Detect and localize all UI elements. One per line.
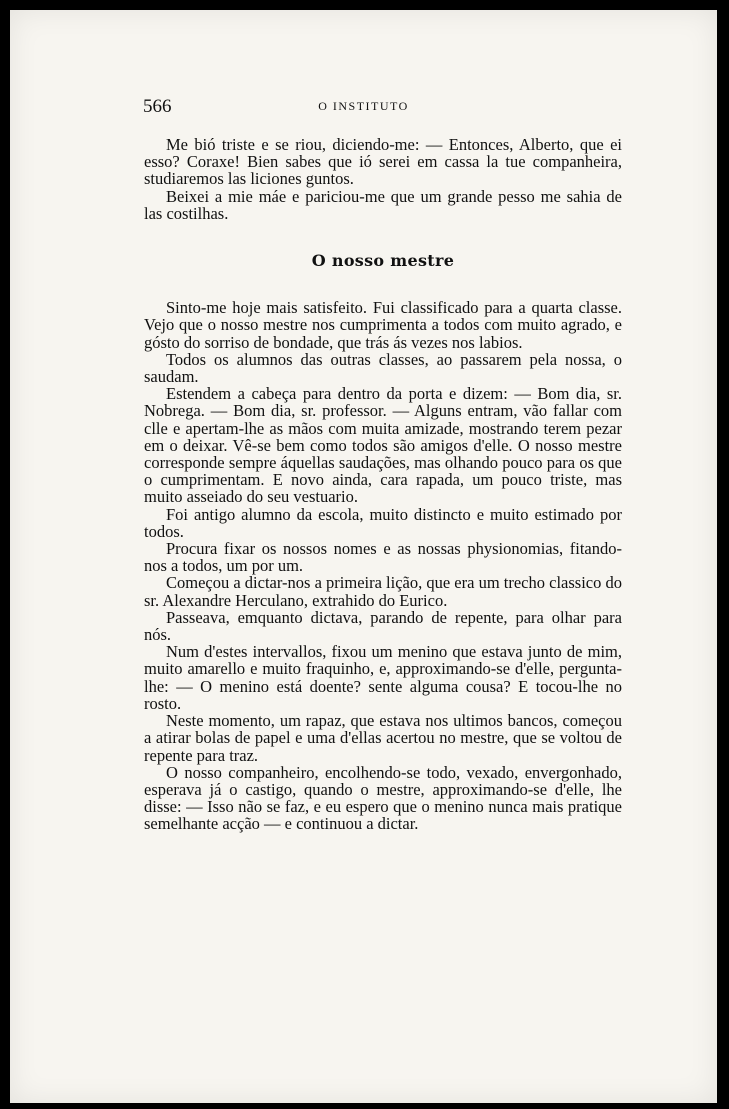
page-header — [10, 96, 717, 118]
paragraph: Começou a dictar-nos a primeira lição, que era um trecho classico do sr. Alexandre Herculano, extrahido do Eurico. — [144, 573, 622, 610]
paragraph: Passeava, emquanto dictava, parando de repente, para olhar para nós. — [144, 607, 622, 645]
paragraph: Todos os alumnos das outras classes, ao passarem pela nossa, o saudam. — [144, 349, 622, 387]
paragraph: Neste momento, um rapaz, que estava nos ultimos bancos, começou a atirar bolas de papel e uma d'ellas acertou no mestre, que se voltou de repente para traz. — [144, 711, 622, 765]
page-number: 566 — [143, 96, 172, 117]
book-page — [10, 10, 717, 1103]
paragraph: Num d'estes intervallos, fixou um menino que estava junto de mim, muito amarello e muito fraquinho, e, approximando-se d'elle, pergunta-lhe: — O menino está doente? sente alguma cousa? E tocou-lhe no rosto. — [144, 642, 622, 713]
section-title: O nosso mestre — [311, 251, 455, 271]
paragraph: Beixei a mie máe e pariciou-me que um grande pesso me sahia de las costilhas. — [144, 186, 622, 223]
paragraph: Estendem a cabeça para dentro da porta e dizem: — Bom dia, sr. Nobrega. — Bom dia, sr. professor. — Alguns entram, vão fallar com clle e apertam-lhe as mãos com muita amizade, mostrando terem pezar em o deixar. Vê-se bem como todos são amigos d'elle. O nosso mestre corresponde sempre áquellas saudações, mas olhando pouco para os que o cumprimentam. E novo ainda, cara rapada, um pouco triste, mas muito asseiado do seu vestuario. — [144, 384, 622, 507]
paragraph: Foi antigo alumno da escola, muito distincto e muito estimado por todos. — [144, 504, 622, 541]
page-body — [144, 136, 622, 833]
paragraph: O nosso companheiro, encolhendo-se todo, vexado, envergonhado, esperava já o castigo, quando o mestre, approximando-se d'elle, lhe disse: — Isso não se faz, e eu espero que o menino nunca mais pratique semelhante acção — e continuou a dictar. — [144, 762, 622, 834]
paragraph: Me bió triste e se riou, diciendo-me: — Entonces, Alberto, que ei esso? Coraxe! Bien sabes que ió serei em cassa la tue companheira, studiaremos las liciones guntos. — [144, 135, 622, 189]
paragraph: Sinto-me hoje mais satisfeito. Fui classificado para a quarta classe. Vejo que o nosso mestre nos cumprimenta a todos com muito agrado, e góstо do sorriso de bondade, que trás ás vezes nos labios. — [144, 298, 622, 352]
paragraph: Procura fixar os nossos nomes e as nossas physionomias, fitando-nos a todos, um por um. — [144, 539, 622, 576]
running-title: O INSTITUTO — [318, 99, 409, 113]
